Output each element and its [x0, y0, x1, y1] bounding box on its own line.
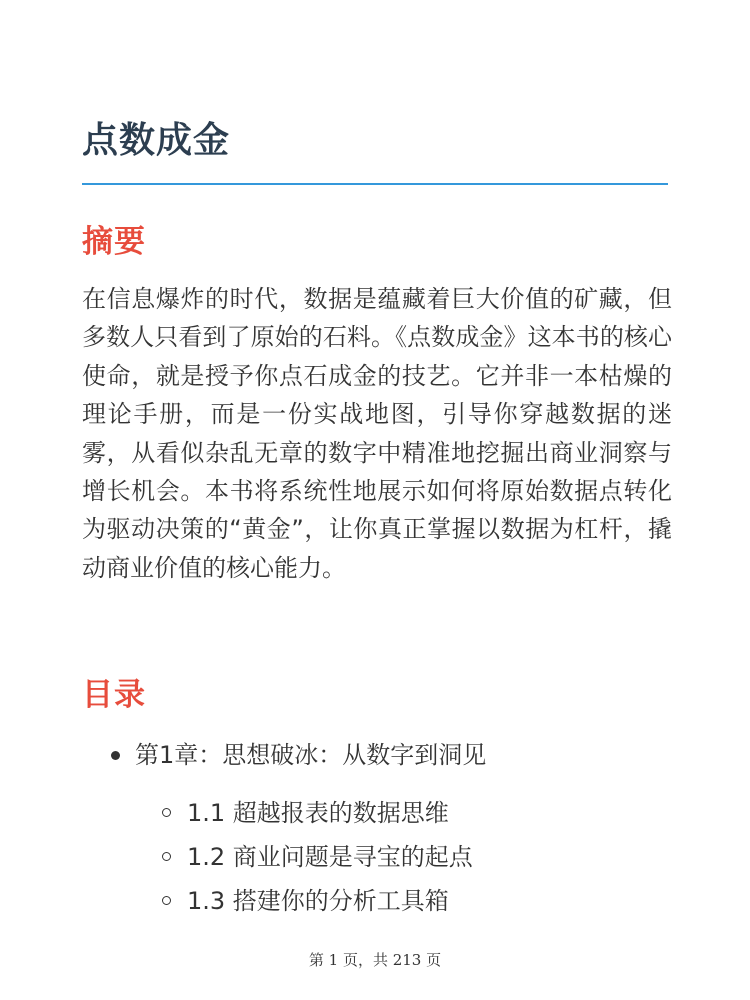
bullet-circle-icon — [162, 896, 171, 905]
toc-section-label: 1.3 搭建你的分析工具箱 — [187, 887, 449, 915]
toc-heading: 目录 — [82, 677, 146, 713]
abstract-heading: 摘要 — [82, 224, 146, 260]
bullet-circle-icon — [162, 808, 171, 817]
bullet-circle-icon — [162, 852, 171, 861]
document-title: 点数成金 — [82, 120, 231, 161]
page-number-footer: 第 1 页，共 213 页 — [308, 951, 442, 969]
bullet-disc-icon — [111, 751, 120, 760]
toc-section-label: 1.2 商业问题是寻宝的起点 — [187, 843, 473, 871]
abstract-paragraph: 在信息爆炸的时代，数据是蕴藏着巨大价值的矿藏，但多数人只看到了原始的石料。《点数成金》这本书的核心使命，就是授予你点石成金的技艺。它并非一本枯燥的理论手册，而是一份实战地图，引导你穿越数据的迷雾，从看似杂乱无章的数字中精准地挖掘出商业洞察与增长机会。本书将系统性地展示如何将原始数据点转化为驱动决策的“黄金”，让你真正掌握以数据为杠杆，撬动商业价值的核心能力。 — [82, 285, 672, 582]
toc-chapter-label: 第1章：思想破冰：从数字到洞见 — [135, 741, 487, 769]
title-divider — [82, 183, 668, 185]
toc-section-label: 1.1 超越报表的数据思维 — [187, 799, 449, 827]
